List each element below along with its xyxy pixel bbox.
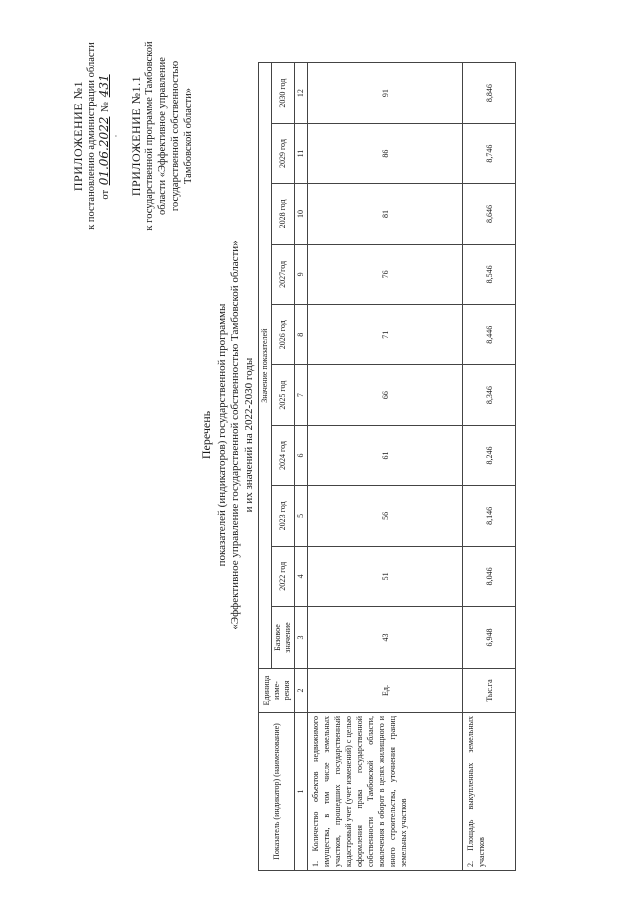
header-year: 2025 год — [272, 365, 295, 425]
year-value-cell: 61 — [308, 425, 463, 485]
appendix-line: к постановлению администрации области — [86, 42, 97, 230]
sub-appendix-line: области «Эффективное управление — [157, 57, 168, 215]
unit-cell: Ед. — [308, 669, 463, 713]
appendix-block — [72, 36, 195, 236]
handwritten-number: 431 — [97, 74, 111, 98]
col-number: 10 — [295, 184, 308, 244]
header-year: 2029 год — [272, 123, 295, 183]
header-base: Базовое значение — [272, 607, 295, 669]
year-value-cell: 8,646 — [463, 184, 516, 244]
header-year: 2024 год — [272, 425, 295, 485]
year-value-cell: 8,546 — [463, 244, 516, 304]
year-value-cell: 91 — [308, 63, 463, 123]
year-value-cell: 86 — [308, 123, 463, 183]
header-unit: Единица изме-рения — [259, 669, 295, 713]
from-label: от — [100, 189, 111, 200]
title-line: показателей (индикаторов) государственной программы — [215, 303, 228, 567]
col-number: 8 — [295, 305, 308, 365]
table-row — [308, 63, 463, 871]
unit-cell: Тыс.га — [463, 669, 516, 713]
col-number: 5 — [295, 486, 308, 546]
year-value-cell: 66 — [308, 365, 463, 425]
title-line: Перечень — [199, 410, 213, 460]
sub-appendix-title: ПРИЛОЖЕНИЕ №1.1 — [129, 75, 143, 197]
col-number: 2 — [295, 669, 308, 713]
base-value-cell: 6,948 — [463, 607, 516, 669]
handwritten-date: 01.06.2022 — [97, 116, 111, 186]
table-row — [463, 63, 516, 871]
appendix-title: ПРИЛОЖЕНИЕ №1 — [71, 80, 85, 192]
header-year: 2027год — [272, 244, 295, 304]
year-value-cell: 8,846 — [463, 63, 516, 123]
col-number: 4 — [295, 546, 308, 606]
year-value-cell: 8,446 — [463, 305, 516, 365]
indicators-table — [258, 62, 516, 871]
indicator-name: 2. Площадь выкупленных земельных участков — [463, 713, 516, 871]
year-value-cell: 8,046 — [463, 546, 516, 606]
sub-appendix-line: к государственной программе Тамбовской — [144, 41, 155, 231]
sub-appendix-line: Тамбовской области» — [183, 87, 194, 185]
number-label: № — [100, 101, 111, 112]
header-year: 2022 год — [272, 546, 295, 606]
header-year: 2023 год — [272, 486, 295, 546]
year-value-cell: 76 — [308, 244, 463, 304]
year-value-cell: 8,746 — [463, 123, 516, 183]
header-year: 2030 год — [272, 63, 295, 123]
year-value-cell: 8,246 — [463, 425, 516, 485]
dot-mark: · — [111, 134, 121, 138]
year-value-cell: 71 — [308, 305, 463, 365]
document-title — [200, 115, 256, 755]
year-value-cell: 8,346 — [463, 365, 516, 425]
col-number: 9 — [295, 244, 308, 304]
title-line: и их значений на 2022-2030 годы — [242, 357, 255, 513]
col-number: 12 — [295, 63, 308, 123]
col-number: 7 — [295, 365, 308, 425]
col-number: 3 — [295, 607, 308, 669]
header-indicator: Показатель (индикатор) (наименование) — [259, 713, 295, 871]
appendix-date-line — [98, 36, 112, 236]
header-year: 2028 год — [272, 184, 295, 244]
title-line: «Эффективное управление государственной собственностью Тамбовской области» — [229, 240, 241, 630]
col-number: 11 — [295, 123, 308, 183]
year-value-cell: 8,146 — [463, 486, 516, 546]
year-value-cell: 51 — [308, 546, 463, 606]
sub-appendix-line: государственной собственностью — [170, 60, 181, 212]
header-values-group: Значение показателей — [259, 63, 272, 669]
col-number: 1 — [295, 713, 308, 871]
col-number: 6 — [295, 425, 308, 485]
base-value-cell: 43 — [308, 607, 463, 669]
year-value-cell: 81 — [308, 184, 463, 244]
header-year: 2026 год — [272, 305, 295, 365]
year-value-cell: 56 — [308, 486, 463, 546]
indicator-name: 1. Количество объектов недвижимого имущества, в том числе земельных участков, прошедших государственный кадастровый учет (учет изменений) с целью оформления права государственной собственности Тамбовской области, вовлечения в оборот в целях жилищного и иного строительства, уточнения границ земельных участков — [308, 713, 463, 871]
